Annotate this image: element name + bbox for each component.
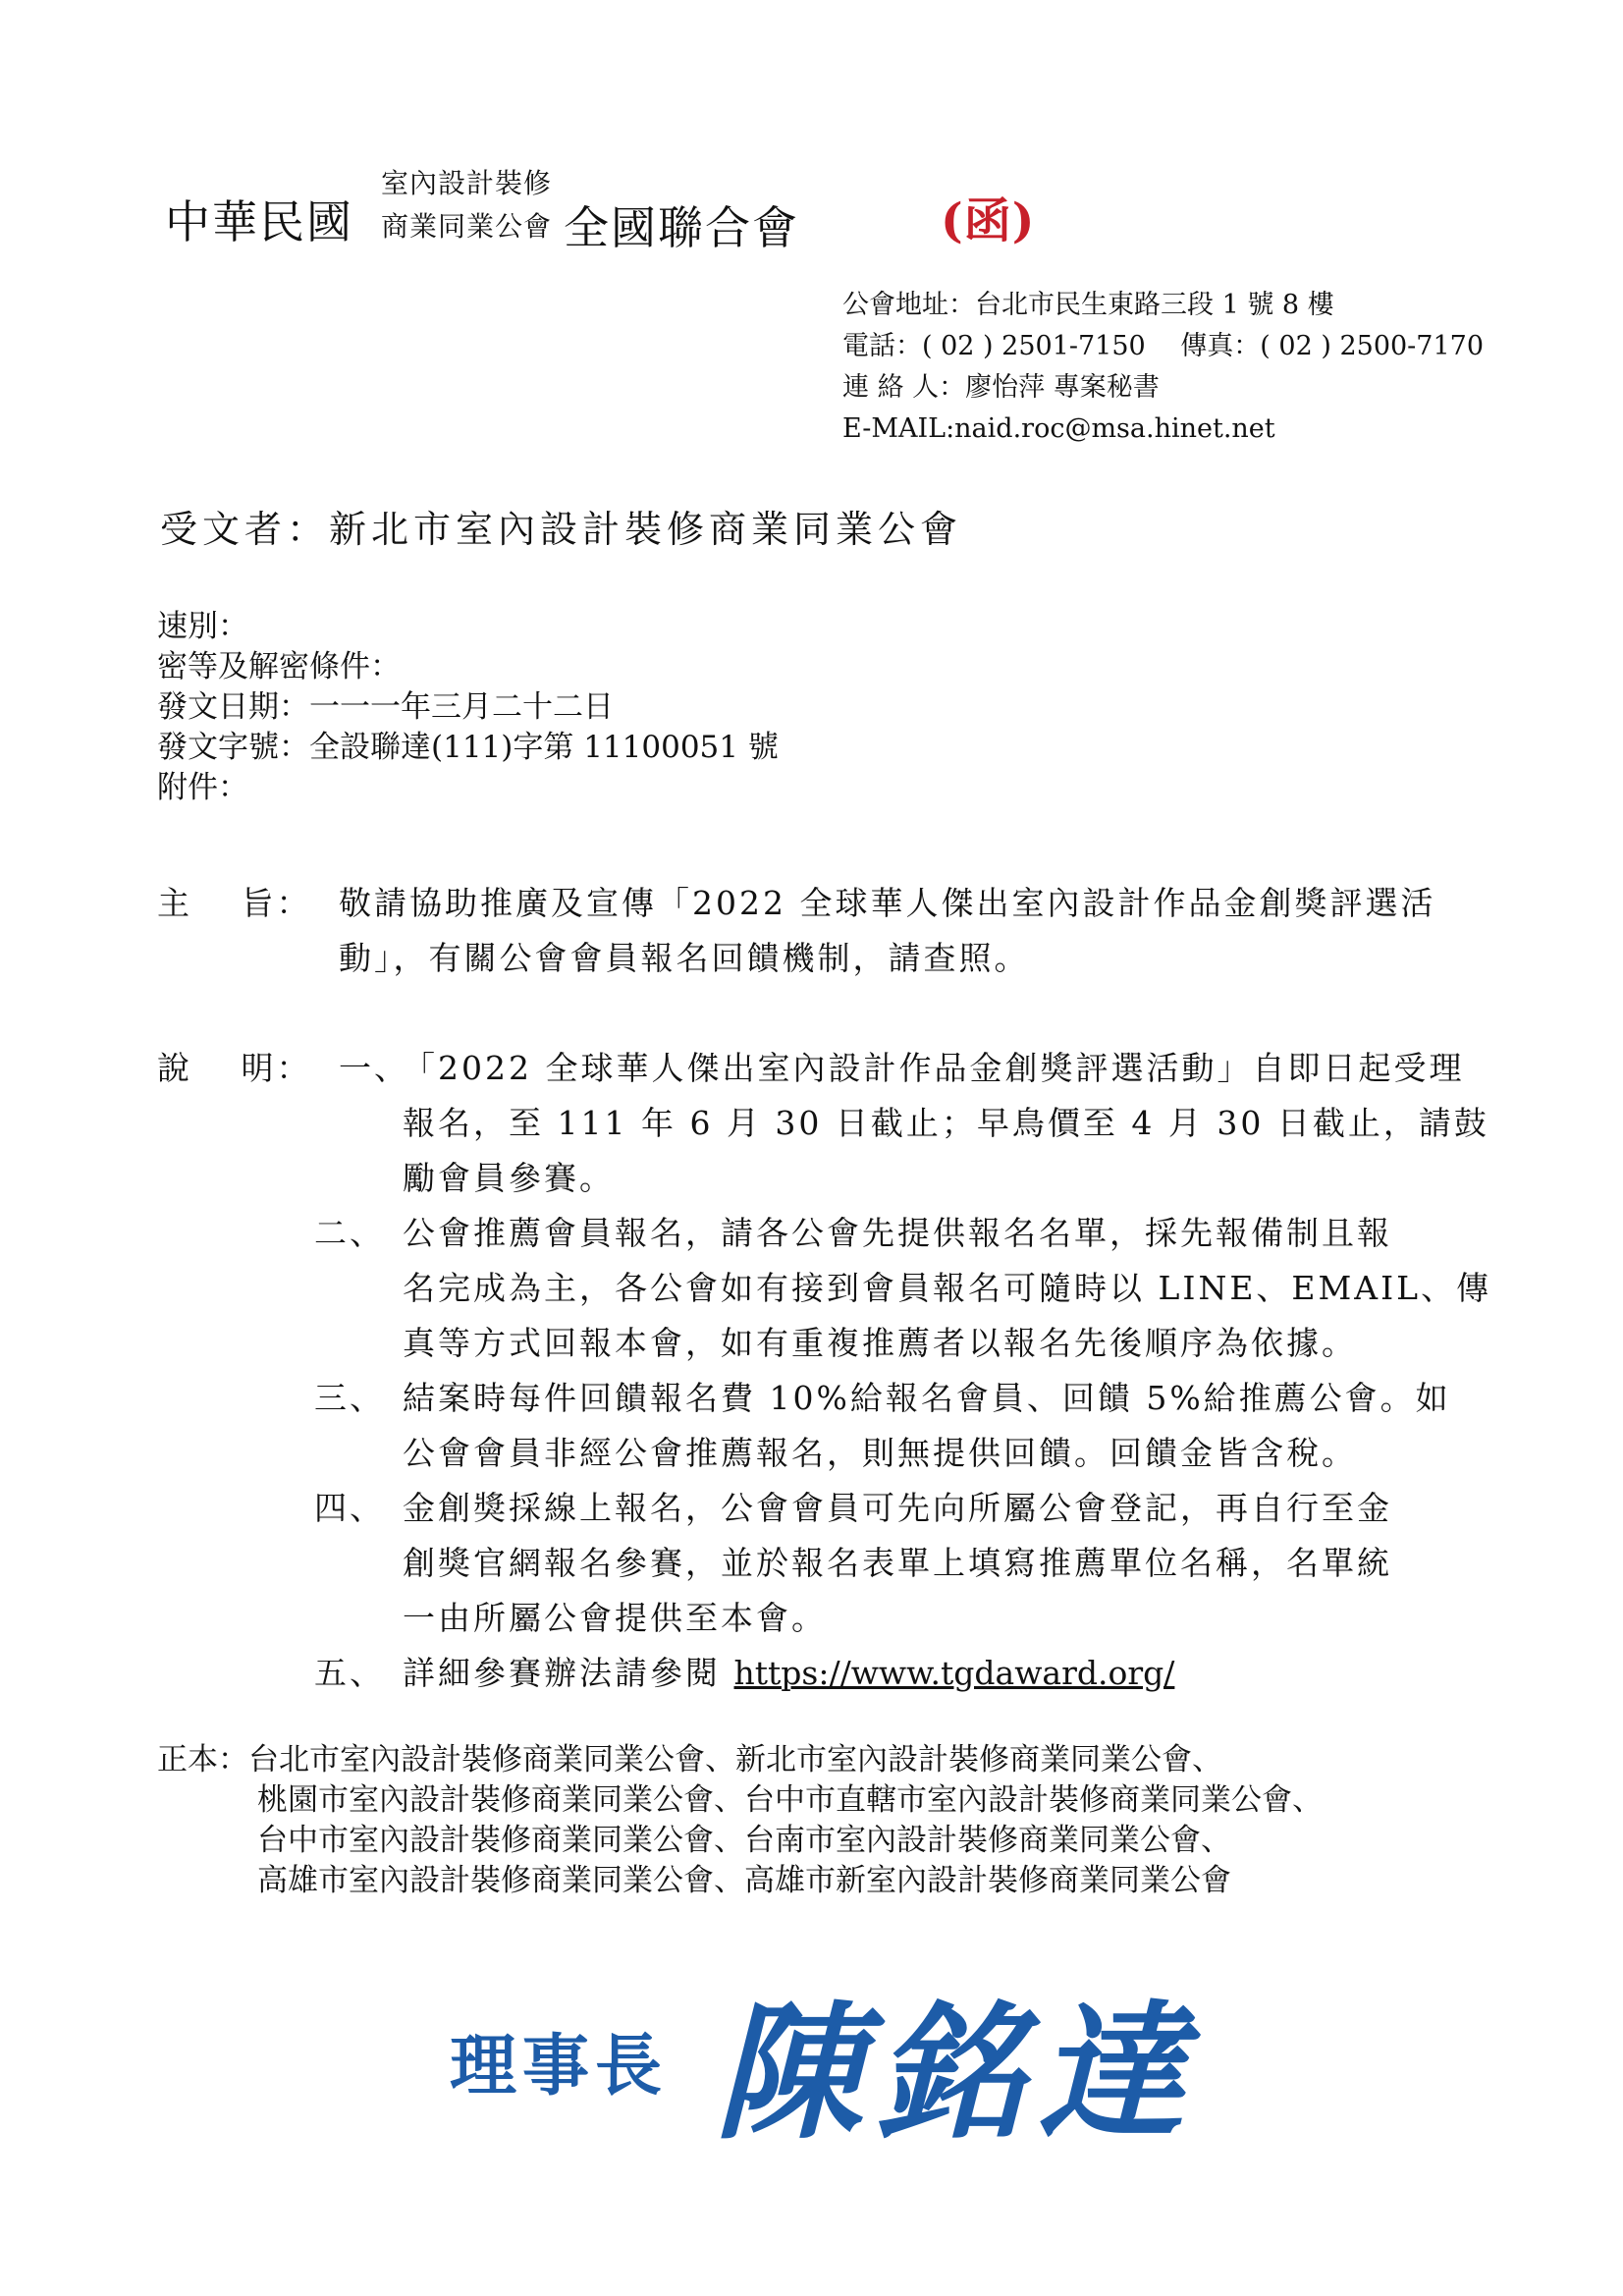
signature-title: 理事長 [450,2027,669,2105]
meta-block [157,607,779,808]
item-number: 五、 [314,1654,385,1692]
copies-line: 台中市室內設計裝修商業同業公會、台南市室內設計裝修商業同業公會、 [257,1823,1231,1858]
contact-block [842,285,1484,450]
item-line: 創獎官網報名參賽，並於報名表單上填寫推薦單位名稱，名單統 [403,1544,1392,1582]
item-line: 公會推薦會員報名，請各公會先提供報名名單，採先報備制且報 [403,1214,1392,1252]
copies-line: 高雄市室內設計裝修商業同業公會、高雄市新室內設計裝修商業同業公會 [257,1863,1231,1898]
item-line: 「2022 全球華人傑出室內設計作品金創獎評選活動」自即日起受理 [403,1049,1465,1087]
contact-phone-fax: 電話：( 02 ) 2501-7150 傳真：( 02 ) 2500-7170 [842,331,1485,361]
item-line: 一由所屬公會提供至本會。 [403,1599,827,1637]
subject-label: 主 旨： [157,884,312,922]
item-number: 三、 [314,1379,385,1417]
meta-attachment: 附件： [157,770,248,805]
item-number: 二、 [314,1214,385,1252]
item-line: 公會會員非經公會推薦報名，則無提供回饋。回饋金皆含稅。 [403,1434,1357,1472]
item-line: 勵會員參賽。 [403,1159,615,1197]
copies-label: 正本： [157,1742,248,1777]
meta-date: 發文日期：一一一年三月二十二日 [157,689,614,725]
item-line: 金創獎採線上報名，公會會員可先向所屬公會登記，再自行至金 [403,1489,1392,1527]
org-name-suffix: 全國聯合會 [564,201,799,254]
subject-section [157,876,1435,986]
meta-secrecy: 密等及解密條件： [157,649,401,684]
contact-person: 連 絡 人：廖怡萍 專案秘書 [842,372,1160,403]
org-name-line1: 室內設計裝修 [381,167,553,199]
item-line: 詳細參賽辦法請參閱 [403,1654,734,1692]
org-name-line2: 商業同業公會 [381,210,553,243]
item-number: 四、 [314,1489,385,1527]
subject-line: 敬請協助推廣及宣傳「2022 全球華人傑出室內設計作品金創獎評選活 [339,884,1436,922]
meta-number: 發文字號：全設聯達(111)字第 11100051 號 [157,730,779,765]
subject-line: 動」，有關公會會員報名回饋機制，請查照。 [339,939,1030,977]
copies-line: 台北市室內設計裝修商業同業公會、新北市室內設計裝修商業同業公會、 [248,1742,1222,1777]
item-number: 一、 [339,1049,409,1087]
item-line: 報名，至 111 年 6 月 30 日截止；早鳥價至 4 月 30 日截止，請鼓 [403,1104,1489,1142]
recipient: 受文者：新北市室內設計裝修商業同業公會 [160,508,963,551]
item-line: 名完成為主，各公會如有接到會員報名可隨時以 LINE、EMAIL、傳 [403,1269,1492,1307]
item-line: 真等方式回報本會，如有重複推薦者以報名先後順序為依據。 [403,1324,1357,1362]
doc-type-stamp: (函) [941,193,1036,248]
signature-name: 陳銘達 [715,1987,1199,2159]
meta-speed: 速別： [157,609,248,644]
contact-email: E-MAIL:naid.roc@msa.hinet.net [842,413,1275,444]
copies-section [157,1740,1323,1901]
copies-line: 桃園市室內設計裝修商業同業公會、台中市直轄市室內設計裝修商業同業公會、 [257,1782,1323,1818]
award-website-link[interactable]: https://www.tgdaward.org/ [733,1654,1175,1692]
explanation-label: 說 明： [157,1049,312,1087]
org-name-prefix: 中華民國 [165,195,353,248]
contact-address: 公會地址：台北市民生東路三段 1 號 8 樓 [842,290,1334,320]
item-line: 結案時每件回饋報名費 10%給報名會員、回饋 5%給推薦公會。如 [403,1379,1451,1417]
explanation-section [157,1041,1491,1701]
